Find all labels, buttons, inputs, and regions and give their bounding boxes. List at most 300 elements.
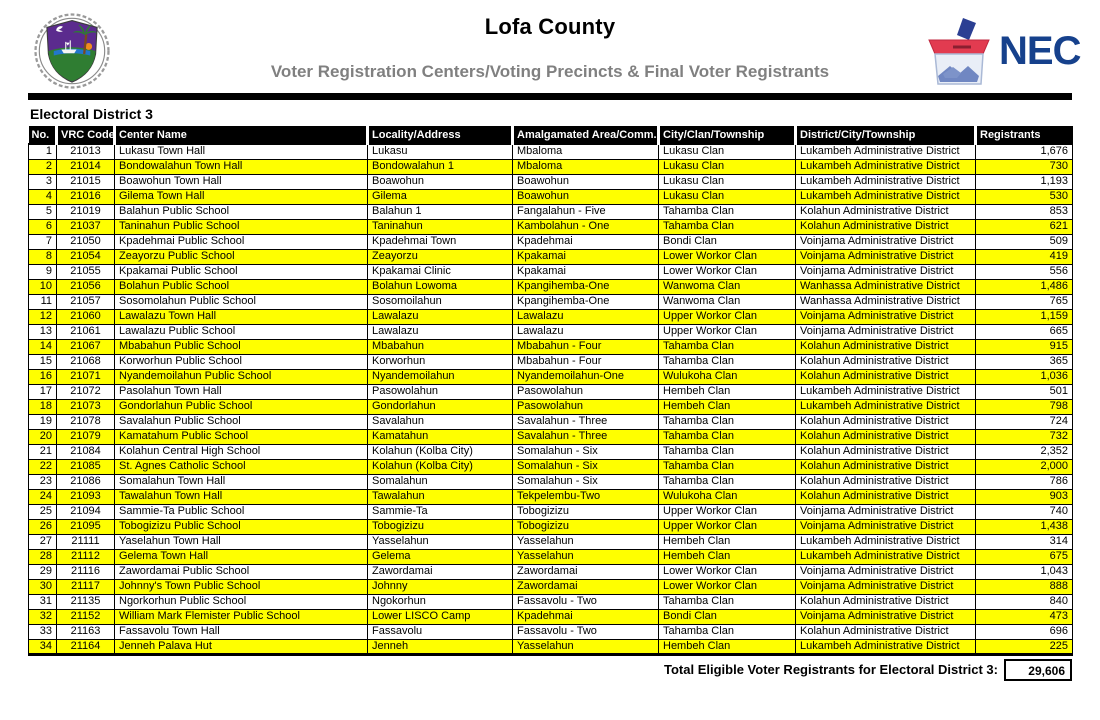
- cell-area: Lawalazu: [513, 324, 659, 339]
- cell-code: 21079: [57, 429, 115, 444]
- cell-locality: Lawalazu: [368, 324, 513, 339]
- cell-district: Voinjama Administrative District: [796, 564, 976, 579]
- table-row: [29, 429, 1073, 444]
- cell-locality: Somalahun: [368, 474, 513, 489]
- cell-district: Wanhassa Administrative District: [796, 294, 976, 309]
- cell-locality: Gilema: [368, 189, 513, 204]
- cell-city: Wulukoha Clan: [659, 489, 796, 504]
- cell-no: 8: [29, 249, 57, 264]
- table-row: [29, 294, 1073, 309]
- cell-area: Kpadehmai: [513, 609, 659, 624]
- cell-area: Kpakamai: [513, 249, 659, 264]
- cell-area: Pasowolahun: [513, 384, 659, 399]
- cell-locality: Korworhun: [368, 354, 513, 369]
- cell-no: 19: [29, 414, 57, 429]
- column-header-no: No.: [29, 126, 57, 144]
- cell-registrants: 1,438: [976, 519, 1073, 534]
- cell-locality: Gondorlahun: [368, 399, 513, 414]
- cell-no: 22: [29, 459, 57, 474]
- column-header-registrants: Registrants: [976, 126, 1073, 144]
- cell-area: Kpadehmai: [513, 234, 659, 249]
- column-header-district: District/City/Township: [796, 126, 976, 144]
- cell-city: Tahamba Clan: [659, 204, 796, 219]
- cell-locality: Fassavolu: [368, 624, 513, 639]
- cell-city: Wanwoma Clan: [659, 279, 796, 294]
- cell-center: Bondowalahun Town Hall: [115, 159, 368, 174]
- table-row: [29, 504, 1073, 519]
- cell-registrants: 621: [976, 219, 1073, 234]
- voter-registration-table: [28, 126, 1073, 656]
- table-row: [29, 219, 1073, 234]
- cell-registrants: 509: [976, 234, 1073, 249]
- cell-district: Lukambeh Administrative District: [796, 399, 976, 414]
- cell-no: 17: [29, 384, 57, 399]
- cell-code: 21019: [57, 204, 115, 219]
- table-row: [29, 594, 1073, 609]
- cell-locality: Sammie-Ta: [368, 504, 513, 519]
- cell-city: Lukasu Clan: [659, 144, 796, 159]
- cell-code: 21163: [57, 624, 115, 639]
- table-row: [29, 279, 1073, 294]
- cell-locality: Mbabahun: [368, 339, 513, 354]
- cell-district: Lukambeh Administrative District: [796, 189, 976, 204]
- cell-area: Pasowolahun: [513, 399, 659, 414]
- cell-locality: Boawohun: [368, 174, 513, 189]
- cell-registrants: 853: [976, 204, 1073, 219]
- table-row: [29, 474, 1073, 489]
- cell-locality: Kpakamai Clinic: [368, 264, 513, 279]
- cell-no: 28: [29, 549, 57, 564]
- cell-district: Kolahun Administrative District: [796, 624, 976, 639]
- cell-area: Zawordamai: [513, 564, 659, 579]
- cell-city: Lower Workor Clan: [659, 564, 796, 579]
- cell-area: Mbaloma: [513, 159, 659, 174]
- cell-code: 21093: [57, 489, 115, 504]
- cell-no: 7: [29, 234, 57, 249]
- cell-code: 21116: [57, 564, 115, 579]
- cell-code: 21152: [57, 609, 115, 624]
- cell-area: Mbaloma: [513, 144, 659, 159]
- cell-locality: Jenneh: [368, 639, 513, 654]
- cell-no: 30: [29, 579, 57, 594]
- cell-city: Lower Workor Clan: [659, 249, 796, 264]
- cell-district: Voinjama Administrative District: [796, 609, 976, 624]
- cell-registrants: 530: [976, 189, 1073, 204]
- cell-no: 10: [29, 279, 57, 294]
- cell-locality: Kolahun (Kolba City): [368, 444, 513, 459]
- cell-no: 1: [29, 144, 57, 159]
- cell-city: Tahamba Clan: [659, 474, 796, 489]
- cell-no: 20: [29, 429, 57, 444]
- cell-locality: Zeayorzu: [368, 249, 513, 264]
- cell-center: Balahun Public School: [115, 204, 368, 219]
- cell-city: Upper Workor Clan: [659, 504, 796, 519]
- cell-area: Yasselahun: [513, 549, 659, 564]
- cell-no: 31: [29, 594, 57, 609]
- cell-registrants: 1,193: [976, 174, 1073, 189]
- cell-code: 21067: [57, 339, 115, 354]
- cell-district: Voinjama Administrative District: [796, 264, 976, 279]
- cell-locality: Kamatahun: [368, 429, 513, 444]
- cell-center: Sosomolahun Public School: [115, 294, 368, 309]
- cell-city: Bondi Clan: [659, 234, 796, 249]
- cell-district: Lukambeh Administrative District: [796, 549, 976, 564]
- cell-city: Lower Workor Clan: [659, 579, 796, 594]
- cell-center: Zawordamai Public School: [115, 564, 368, 579]
- cell-code: 21111: [57, 534, 115, 549]
- cell-city: Tahamba Clan: [659, 219, 796, 234]
- total-value-box: 29,606: [1004, 659, 1072, 681]
- cell-district: Voinjama Administrative District: [796, 249, 976, 264]
- cell-locality: Kpadehmai Town: [368, 234, 513, 249]
- cell-district: Lukambeh Administrative District: [796, 174, 976, 189]
- cell-locality: Savalahun: [368, 414, 513, 429]
- cell-district: Kolahun Administrative District: [796, 339, 976, 354]
- cell-center: Lawalazu Town Hall: [115, 309, 368, 324]
- cell-code: 21054: [57, 249, 115, 264]
- cell-district: Kolahun Administrative District: [796, 429, 976, 444]
- cell-city: Hembeh Clan: [659, 549, 796, 564]
- cell-locality: Nyandemoilahun: [368, 369, 513, 384]
- cell-area: Kpangihemba-One: [513, 279, 659, 294]
- cell-no: 4: [29, 189, 57, 204]
- cell-code: 21078: [57, 414, 115, 429]
- cell-code: 21061: [57, 324, 115, 339]
- cell-locality: Lower LISCO Camp: [368, 609, 513, 624]
- table-row: [29, 399, 1073, 414]
- cell-registrants: 473: [976, 609, 1073, 624]
- cell-no: 14: [29, 339, 57, 354]
- cell-city: Upper Workor Clan: [659, 309, 796, 324]
- cell-city: Tahamba Clan: [659, 414, 796, 429]
- cell-area: Mbabahun - Four: [513, 354, 659, 369]
- cell-center: Korworhun Public School: [115, 354, 368, 369]
- cell-locality: Zawordamai: [368, 564, 513, 579]
- column-header-center: Center Name: [115, 126, 368, 144]
- cell-district: Kolahun Administrative District: [796, 369, 976, 384]
- cell-registrants: 724: [976, 414, 1073, 429]
- cell-city: Upper Workor Clan: [659, 324, 796, 339]
- cell-city: Lower Workor Clan: [659, 264, 796, 279]
- cell-no: 13: [29, 324, 57, 339]
- cell-code: 21117: [57, 579, 115, 594]
- cell-code: 21016: [57, 189, 115, 204]
- table-row: [29, 639, 1073, 654]
- cell-center: Mbabahun Public School: [115, 339, 368, 354]
- cell-no: 11: [29, 294, 57, 309]
- cell-code: 21050: [57, 234, 115, 249]
- cell-area: Savalahun - Three: [513, 429, 659, 444]
- cell-registrants: 740: [976, 504, 1073, 519]
- cell-locality: Lawalazu: [368, 309, 513, 324]
- cell-area: Fassavolu - Two: [513, 624, 659, 639]
- cell-locality: Yasselahun: [368, 534, 513, 549]
- cell-district: Kolahun Administrative District: [796, 459, 976, 474]
- cell-registrants: 1,036: [976, 369, 1073, 384]
- table-row: [29, 204, 1073, 219]
- cell-registrants: 1,159: [976, 309, 1073, 324]
- column-header-city: City/Clan/Township: [659, 126, 796, 144]
- table-row: [29, 339, 1073, 354]
- cell-code: 21072: [57, 384, 115, 399]
- cell-registrants: 314: [976, 534, 1073, 549]
- cell-no: 9: [29, 264, 57, 279]
- cell-center: Pasolahun Town Hall: [115, 384, 368, 399]
- cell-no: 15: [29, 354, 57, 369]
- table-row: [29, 489, 1073, 504]
- table-row: [29, 414, 1073, 429]
- cell-registrants: 225: [976, 639, 1073, 654]
- table-row: [29, 234, 1073, 249]
- cell-district: Lukambeh Administrative District: [796, 159, 976, 174]
- table-row: [29, 384, 1073, 399]
- cell-city: Tahamba Clan: [659, 339, 796, 354]
- cell-code: 21095: [57, 519, 115, 534]
- cell-registrants: 2,352: [976, 444, 1073, 459]
- cell-no: 3: [29, 174, 57, 189]
- table-row: [29, 534, 1073, 549]
- cell-registrants: 798: [976, 399, 1073, 414]
- cell-center: Gilema Town Hall: [115, 189, 368, 204]
- cell-registrants: 730: [976, 159, 1073, 174]
- table-row: [29, 324, 1073, 339]
- cell-locality: Kolahun (Kolba City): [368, 459, 513, 474]
- cell-center: Sammie-Ta Public School: [115, 504, 368, 519]
- cell-registrants: 2,000: [976, 459, 1073, 474]
- cell-center: Tobogizizu Public School: [115, 519, 368, 534]
- total-label: Total Eligible Voter Registrants for Electoral District 3:: [664, 662, 998, 677]
- cell-locality: Tobogizizu: [368, 519, 513, 534]
- column-header-code: VRC Code: [57, 126, 115, 144]
- cell-center: Kamatahum Public School: [115, 429, 368, 444]
- cell-registrants: 1,676: [976, 144, 1073, 159]
- cell-district: Voinjama Administrative District: [796, 324, 976, 339]
- cell-code: 21084: [57, 444, 115, 459]
- total-row: [28, 659, 1072, 681]
- cell-center: Savalahun Public School: [115, 414, 368, 429]
- cell-no: 32: [29, 609, 57, 624]
- cell-registrants: 1,043: [976, 564, 1073, 579]
- cell-code: 21094: [57, 504, 115, 519]
- table-row: [29, 459, 1073, 474]
- cell-center: Kpakamai Public School: [115, 264, 368, 279]
- cell-locality: Taninahun: [368, 219, 513, 234]
- cell-code: 21060: [57, 309, 115, 324]
- table-row: [29, 549, 1073, 564]
- cell-center: Somalahun Town Hall: [115, 474, 368, 489]
- cell-district: Lukambeh Administrative District: [796, 384, 976, 399]
- cell-area: Somalahun - Six: [513, 459, 659, 474]
- table-row: [29, 354, 1073, 369]
- cell-locality: Bolahun Lowoma: [368, 279, 513, 294]
- cell-city: Bondi Clan: [659, 609, 796, 624]
- cell-registrants: 786: [976, 474, 1073, 489]
- table-row: [29, 144, 1073, 159]
- page-title: Lofa County: [484, 14, 616, 39]
- cell-area: Tobogizizu: [513, 504, 659, 519]
- cell-city: Tahamba Clan: [659, 624, 796, 639]
- cell-registrants: 419: [976, 249, 1073, 264]
- cell-code: 21086: [57, 474, 115, 489]
- cell-center: Fassavolu Town Hall: [115, 624, 368, 639]
- cell-registrants: 365: [976, 354, 1073, 369]
- table-row: [29, 564, 1073, 579]
- cell-area: Fangalahun - Five: [513, 204, 659, 219]
- cell-no: 5: [29, 204, 57, 219]
- cell-no: 29: [29, 564, 57, 579]
- cell-area: Somalahun - Six: [513, 444, 659, 459]
- cell-code: 21068: [57, 354, 115, 369]
- cell-no: 6: [29, 219, 57, 234]
- cell-locality: Johnny: [368, 579, 513, 594]
- cell-no: 21: [29, 444, 57, 459]
- cell-locality: Pasowolahun: [368, 384, 513, 399]
- cell-area: Lawalazu: [513, 309, 659, 324]
- cell-locality: Ngokorhun: [368, 594, 513, 609]
- cell-district: Voinjama Administrative District: [796, 579, 976, 594]
- cell-city: Hembeh Clan: [659, 639, 796, 654]
- cell-district: Lukambeh Administrative District: [796, 639, 976, 654]
- cell-city: Tahamba Clan: [659, 429, 796, 444]
- cell-district: Kolahun Administrative District: [796, 594, 976, 609]
- cell-area: Yasselahun: [513, 534, 659, 549]
- cell-center: William Mark Flemister Public School: [115, 609, 368, 624]
- cell-no: 27: [29, 534, 57, 549]
- cell-no: 18: [29, 399, 57, 414]
- cell-district: Kolahun Administrative District: [796, 444, 976, 459]
- cell-registrants: 903: [976, 489, 1073, 504]
- cell-code: 21057: [57, 294, 115, 309]
- cell-registrants: 675: [976, 549, 1073, 564]
- table-row: [29, 609, 1073, 624]
- cell-code: 21085: [57, 459, 115, 474]
- cell-no: 12: [29, 309, 57, 324]
- cell-city: Wanwoma Clan: [659, 294, 796, 309]
- cell-district: Lukambeh Administrative District: [796, 144, 976, 159]
- cell-code: 21164: [57, 639, 115, 654]
- cell-city: Tahamba Clan: [659, 354, 796, 369]
- cell-code: 21135: [57, 594, 115, 609]
- cell-area: Boawohun: [513, 189, 659, 204]
- cell-center: Tawalahun Town Hall: [115, 489, 368, 504]
- cell-district: Voinjama Administrative District: [796, 309, 976, 324]
- table-row: [29, 624, 1073, 639]
- cell-code: 21037: [57, 219, 115, 234]
- nec-wordmark: NEC: [999, 29, 1081, 73]
- cell-district: Voinjama Administrative District: [796, 234, 976, 249]
- cell-area: Tobogizizu: [513, 519, 659, 534]
- cell-center: Lawalazu Public School: [115, 324, 368, 339]
- table-row: [29, 519, 1073, 534]
- report-header: [0, 0, 1100, 93]
- cell-locality: Lukasu: [368, 144, 513, 159]
- ballot-box-icon: [923, 14, 1001, 88]
- cell-district: Kolahun Administrative District: [796, 474, 976, 489]
- cell-registrants: 888: [976, 579, 1073, 594]
- cell-code: 21015: [57, 174, 115, 189]
- cell-no: 2: [29, 159, 57, 174]
- cell-center: Zeayorzu Public School: [115, 249, 368, 264]
- cell-area: Mbabahun - Four: [513, 339, 659, 354]
- cell-city: Lukasu Clan: [659, 189, 796, 204]
- cell-district: Kolahun Administrative District: [796, 219, 976, 234]
- table-body: [29, 144, 1073, 654]
- table-row: [29, 444, 1073, 459]
- cell-registrants: 556: [976, 264, 1073, 279]
- cell-center: Ngorkorhun Public School: [115, 594, 368, 609]
- nec-logo: [923, 14, 1081, 88]
- cell-no: 24: [29, 489, 57, 504]
- cell-locality: Sosomoilahun: [368, 294, 513, 309]
- cell-no: 23: [29, 474, 57, 489]
- cell-registrants: 732: [976, 429, 1073, 444]
- table-row: [29, 309, 1073, 324]
- cell-center: Jenneh Palava Hut: [115, 639, 368, 654]
- cell-district: Voinjama Administrative District: [796, 519, 976, 534]
- table-row: [29, 159, 1073, 174]
- cell-no: 33: [29, 624, 57, 639]
- cell-area: Nyandemoilahun-One: [513, 369, 659, 384]
- cell-no: 16: [29, 369, 57, 384]
- cell-city: Tahamba Clan: [659, 594, 796, 609]
- cell-no: 25: [29, 504, 57, 519]
- cell-registrants: 765: [976, 294, 1073, 309]
- cell-locality: Tawalahun: [368, 489, 513, 504]
- cell-code: 21071: [57, 369, 115, 384]
- cell-city: Lukasu Clan: [659, 159, 796, 174]
- cell-district: Lukambeh Administrative District: [796, 534, 976, 549]
- cell-registrants: 1,486: [976, 279, 1073, 294]
- cell-district: Kolahun Administrative District: [796, 354, 976, 369]
- cell-center: Kpadehmai Public School: [115, 234, 368, 249]
- cell-city: Hembeh Clan: [659, 384, 796, 399]
- header-divider: [28, 93, 1072, 100]
- cell-city: Lukasu Clan: [659, 174, 796, 189]
- cell-code: 21112: [57, 549, 115, 564]
- cell-city: Upper Workor Clan: [659, 519, 796, 534]
- cell-city: Wulukoha Clan: [659, 369, 796, 384]
- table-row: [29, 579, 1073, 594]
- cell-area: Kambolahun - One: [513, 219, 659, 234]
- cell-area: Zawordamai: [513, 579, 659, 594]
- cell-center: St. Agnes Catholic School: [115, 459, 368, 474]
- section-title: Electoral District 3: [30, 106, 153, 122]
- cell-area: Yasselahun: [513, 639, 659, 654]
- cell-registrants: 915: [976, 339, 1073, 354]
- cell-area: Somalahun - Six: [513, 474, 659, 489]
- page-subtitle: Voter Registration Centers/Voting Precincts & Final Voter Registrants: [270, 62, 830, 81]
- cell-center: Johnny's Town Public School: [115, 579, 368, 594]
- cell-area: Tekpelembu-Two: [513, 489, 659, 504]
- cell-area: Savalahun - Three: [513, 414, 659, 429]
- table-row: [29, 189, 1073, 204]
- cell-city: Tahamba Clan: [659, 444, 796, 459]
- cell-registrants: 501: [976, 384, 1073, 399]
- cell-city: Tahamba Clan: [659, 459, 796, 474]
- table-row: [29, 264, 1073, 279]
- cell-no: 34: [29, 639, 57, 654]
- cell-city: Hembeh Clan: [659, 534, 796, 549]
- cell-locality: Balahun 1: [368, 204, 513, 219]
- cell-area: Boawohun: [513, 174, 659, 189]
- table-header-row: [29, 126, 1073, 144]
- cell-district: Voinjama Administrative District: [796, 504, 976, 519]
- cell-district: Kolahun Administrative District: [796, 204, 976, 219]
- cell-registrants: 665: [976, 324, 1073, 339]
- cell-center: Lukasu Town Hall: [115, 144, 368, 159]
- cell-center: Gelema Town Hall: [115, 549, 368, 564]
- cell-center: Nyandemoilahun Public School: [115, 369, 368, 384]
